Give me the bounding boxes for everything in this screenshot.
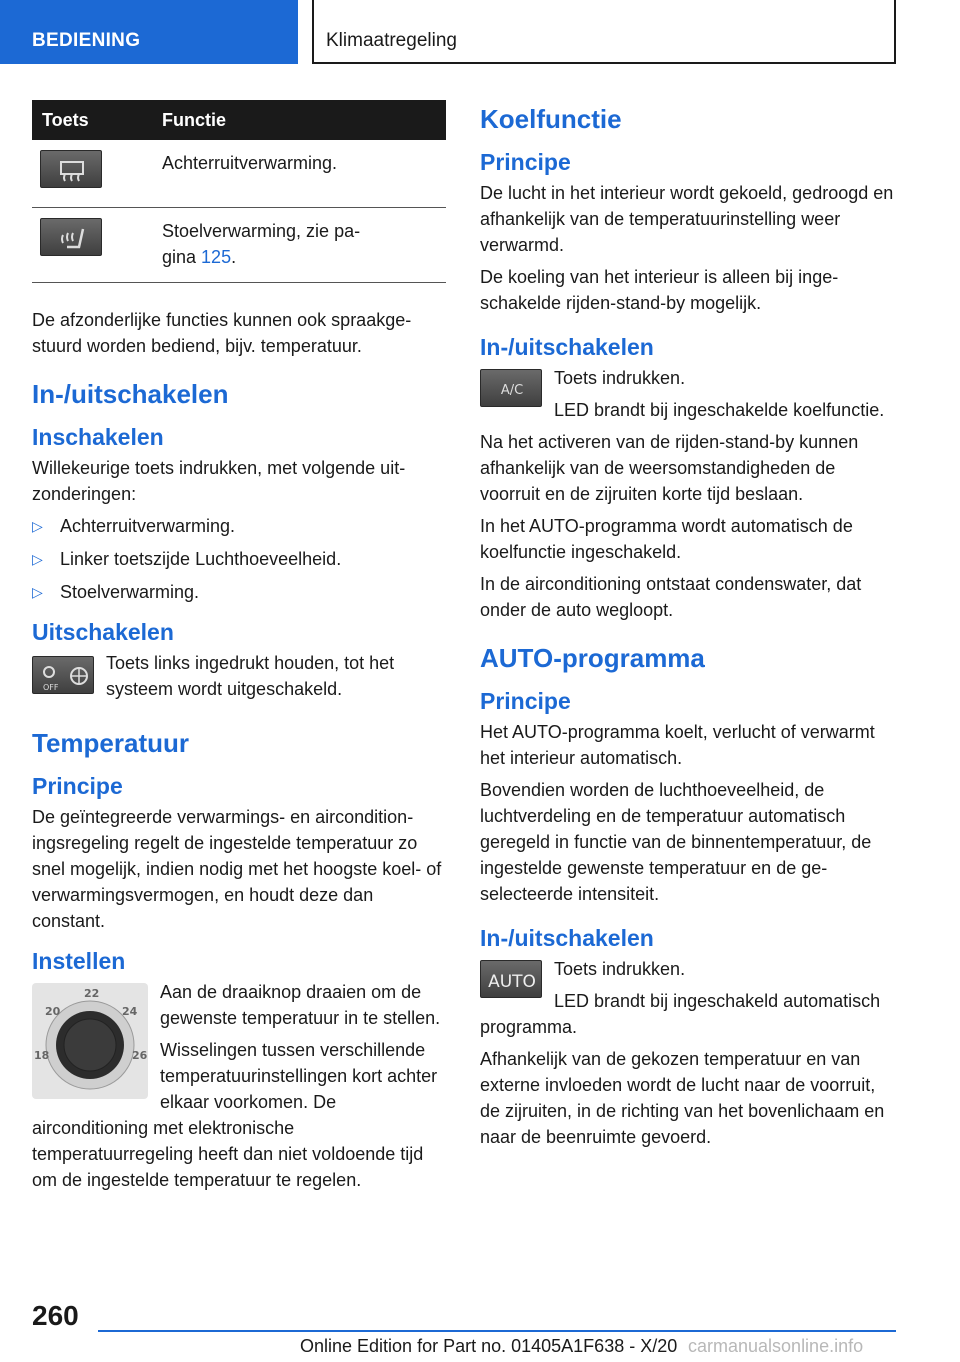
svg-text:AUTO: AUTO: [488, 972, 536, 992]
switch-on-text: Willekeurige toets indrukken, met volgende uitzonderingen:: [32, 458, 406, 504]
header-section-label: BEDIENING: [32, 30, 141, 51]
auto-led-text: LED brandt bij ingeschakeld automatisch programma.: [480, 991, 881, 1037]
cooling-text-2: De koeling van het interieur is alleen bij ingeschakelde rijden-stand-by mogelijk.: [480, 267, 839, 313]
heading-principle: Principe: [480, 688, 571, 714]
seat-heating-icon: [40, 218, 102, 256]
ac-led-text: LED brandt bij ingeschakelde koelfunctie.: [554, 400, 885, 420]
heading-on-off: In-/uitschakelen: [32, 379, 229, 409]
set-text-2: Wisselingen tussen verschillende temperatuurinstellingen kort achter elkaar voorkomen. De airconditioning met elektronische temperatuurregeling heeft dan niet voldoende tijd om de ingestelde temperatuur te regelen.: [32, 1040, 438, 1190]
heading-principle: Principe: [480, 149, 571, 175]
table-row: [32, 208, 446, 283]
heading-switch-on: Inschakelen: [32, 424, 164, 450]
cooling-text-5: In de airconditioning ontstaat condenswater, dat onder de auto wegloopt.: [480, 574, 862, 620]
list-item: ▷ Achterruitverwarming.: [32, 513, 446, 539]
auto-text-2: Bovendien worden de luchthoeveelheid, de luchtverdeling en de temperatuur automatisch geregeld in functie van de binnentemperatuur, de ingestelde gewenste temperatuur en de geselecteerde intensiteit.: [480, 780, 872, 904]
cooling-text-3: Na het activeren van de rijden-stand-by kunnen afhankelijk van de weersomstandigheden de voorruit en de zijruiten korte tijd beslaan.: [480, 432, 859, 504]
left-column: [32, 100, 446, 1199]
header-chapter-label: Klimaatregeling: [326, 30, 457, 51]
table-cell-function: Achterruitverwarming.: [162, 140, 446, 208]
auto-text-3: Afhankelijk van de gekozen temperatuur en van externe invloeden wordt de lucht naar de voorruit, de zijruiten, in de richting van het bovenlichaam en naar de beenruimte gevoerd.: [480, 1049, 885, 1147]
key-function-table: [32, 100, 446, 283]
heading-switch-off: Uitschakelen: [32, 619, 174, 645]
list-item: ▷ Stoelverwarming.: [32, 579, 446, 605]
rear-window-defrost-icon: [40, 150, 102, 188]
table-header-function: Functie: [162, 100, 446, 140]
right-column: [480, 100, 896, 1156]
exception-list: [32, 513, 446, 605]
principle-text: De geïntegreerde verwarmings- en airconditioningsregeling regelt de ingestelde temperatuur zo snel mogelijk, indien nodig met het hoogste koel- of verwarmingsvermogen, en houdt deze dan constant.: [32, 807, 442, 931]
fan-off-button-icon: [32, 656, 94, 694]
ac-press-text: Toets indrukken.: [554, 368, 686, 388]
list-item: ▷ Linker toetszijde Luchthoeveelheid.: [32, 546, 446, 572]
heading-set: Instellen: [32, 948, 126, 974]
header-section: [0, 0, 298, 64]
cooling-text-1: De lucht in het interieur wordt gekoeld, gedroogd en afhankelijk van de temperatuurinstelling weer verwarmd.: [480, 183, 894, 255]
auto-text-1: Het AUTO-programma koelt, verlucht of verwarmt het interieur automatisch.: [480, 722, 875, 768]
svg-text:18: 18: [34, 1049, 50, 1062]
svg-text:22: 22: [84, 987, 100, 1000]
page-number: 260: [32, 1300, 79, 1331]
svg-text:20: 20: [45, 1005, 61, 1018]
footer-edition: Online Edition for Part no. 01405A1F638 - X/20: [300, 1336, 678, 1356]
table-cell-function: Stoelverwarming, zie pa- gina 125.: [162, 208, 446, 283]
heading-on-off: In-/uitschakelen: [480, 925, 654, 951]
heading-auto-program: AUTO-programma: [480, 643, 705, 673]
auto-press-text: Toets indrukken.: [554, 959, 686, 979]
heading-cooling: Koelfunctie: [480, 104, 622, 134]
svg-text:A/C: A/C: [500, 383, 524, 398]
table-header-key: Toets: [32, 100, 162, 140]
heading-temperature: Temperatuur: [32, 728, 189, 758]
heading-principle: Principe: [32, 773, 123, 799]
heading-on-off: In-/uitschakelen: [480, 334, 654, 360]
intro-text: De afzonderlijke functies kunnen ook spraakgestuurd worden bediend, bijv. temperatuur.: [32, 310, 412, 356]
temperature-dial-image: [32, 983, 148, 1099]
svg-text:OFF: OFF: [43, 683, 59, 692]
table-row: [32, 140, 446, 208]
page-link[interactable]: 125: [201, 247, 232, 267]
watermark: carmanualsonline.info: [688, 1336, 864, 1356]
footer-divider: [98, 1330, 896, 1332]
auto-button-icon: [480, 960, 542, 998]
set-text-1: Aan de draaiknop draaien om de gewenste temperatuur in te stellen.: [160, 982, 441, 1028]
ac-button-icon: [480, 369, 542, 407]
header-chapter: [312, 0, 896, 64]
cooling-text-4: In het AUTO-programma wordt automatisch de koelfunctie ingeschakeld.: [480, 516, 853, 562]
switch-off-text: Toets links ingedrukt houden, tot het systeem wordt uitgeschakeld.: [106, 653, 395, 699]
svg-text:26: 26: [132, 1049, 148, 1062]
svg-text:24: 24: [122, 1005, 138, 1018]
